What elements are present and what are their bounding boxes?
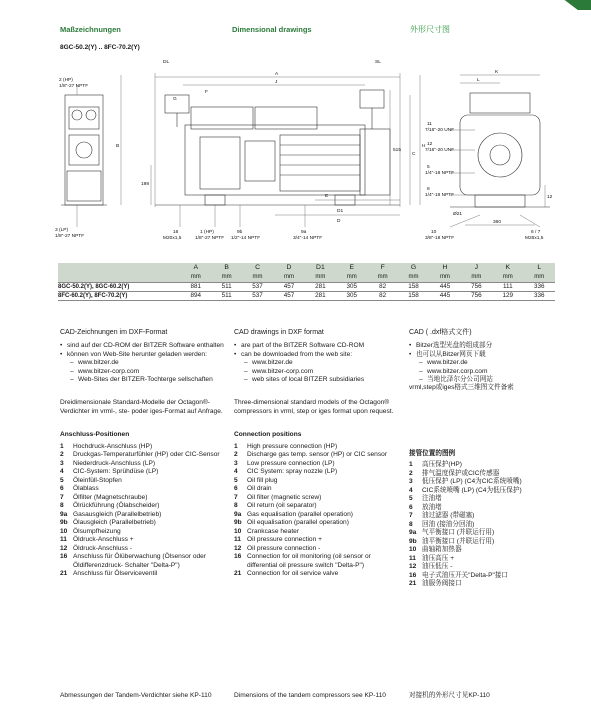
label-67-thread: M26x1,5 [525,236,544,241]
col-d: D [273,263,304,272]
dimension-table [58,263,555,301]
connection-row: 16 电子式油压开关"Delta-P"接口 [409,571,509,579]
unit-cell: mm [429,272,460,282]
col-b: B [211,263,241,272]
connection-row: 21 油服务阀接口 [409,580,462,588]
table-header-row [58,263,555,272]
connection-row: 3 Low pressure connection (LP) [234,459,335,467]
label-5: 5 [427,165,430,170]
cell: 129 [492,291,523,300]
cell: 158 [398,291,429,300]
connection-row: 8 回油 (接油分回油) [409,520,475,528]
connection-row: 1 Hochdruck-Anschluss (HP) [60,442,153,450]
connection-row: 7 Ölfilter (Magnetschraube) [60,493,148,501]
unit-cell: mm [211,272,241,282]
label-sl: SL [375,60,381,65]
link-item[interactable]: – www.bitzer.corp.com [419,367,488,375]
link-item: – web sites of local BITZER subsidiaries [244,376,365,384]
label-b: B [116,144,120,149]
connection-row: 21 Anschluss für Ölserviceventil [60,570,158,578]
connection-row: 11 Öldruck-Anschluss + [60,536,134,544]
cell: 457 [273,291,304,300]
unit-cell: mm [461,272,492,282]
cell: 894 [180,291,211,300]
label-d: D [337,219,341,224]
cell: 511 [211,282,241,291]
connection-title: Connection positions [234,431,302,439]
connection-row: 11 油压高压 + [409,554,455,562]
label-11: 11 [427,122,432,127]
connection-row: 10 曲轴箱加热器 [409,546,462,554]
bullet-item: • are part of the BITZER Software CD-ROM [234,342,365,350]
connection-row: 7 Oil filter (magnetic screw) [234,493,322,501]
corner-tab [547,0,591,10]
model-3d-text: Three-dimensional standard models of the Octagon® compressors in vrml, step or iges format upon request. [234,399,394,415]
label-67: 6 / 7 [531,230,541,235]
col-d1: D1 [305,263,336,272]
cell: 756 [461,282,492,291]
label-e: E [325,194,329,199]
cell: 305 [336,282,367,291]
connection-row: 6 Oil drain [234,485,272,493]
cell: 82 [368,282,398,291]
connection-row: 6 Ölablass [60,485,99,493]
connection-row: 6 放油堵 [409,503,442,511]
link-item: – 当地比泽尔分公司网站 [419,376,493,384]
footer-chinese: 对接机的外形尺寸见KP-110 [409,692,490,699]
row-model: 8FC-60.2(Y), 8FC-70.2(Y) [58,291,180,300]
col-c: C [242,263,273,272]
label-8-thread: 1/4"-18 NPTF [425,193,455,198]
cell: 511 [211,291,241,300]
label-a: A [275,72,279,77]
label-5-thread: 1/4"-18 NPTF [425,171,455,176]
col-g: G [398,263,429,272]
label-8: 8 [427,187,430,192]
unit-cell: mm [273,272,304,282]
label-16: 16 [173,230,179,235]
unit-cell: mm [368,272,398,282]
connection-row: 4 CIC System: spray nozzle (LP) [234,468,338,476]
connection-title: 接管位置的图例 [409,449,456,457]
bullet-item: • 也可以从Bitzer网页下载 [409,350,486,358]
connection-row: 3 低压保护 (LP) (C4为CIC系统喷嘴) [409,478,522,486]
label-lp-thread: 1/8"-27 NPTF [55,234,85,239]
label-9b: 9b [237,230,243,235]
connection-row: 4 CIC-System: Sprühdüse (LP) [60,468,159,476]
unit-cell: mm [305,272,336,282]
connection-row: 5 Oil fill plug [234,476,278,484]
label-hp-thread: 1/8"-27 NPTF [59,84,89,89]
label-d21: Ø21 [453,212,463,217]
link-item[interactable]: – www.bitzer-corp.com [70,367,140,375]
connection-row: 5 Öleinfüll-Stopfen [60,476,122,484]
cell: 336 [524,291,556,300]
label-10-thread: 3/8"-18 NPTF [425,236,455,241]
label-l: L [477,78,480,83]
bullet-item: • can be downloaded from the web site: [234,350,353,358]
connection-row: 10 Crankcase heater [234,527,300,535]
col-j: J [461,263,492,272]
heading-en: Dimensional drawings [232,25,312,34]
connection-row: 3 Niederdruck-Anschluss (LP) [60,459,156,467]
cell: 305 [336,291,367,300]
cad-title: CAD ( .dxf格式文件) [409,329,472,336]
col-k: K [492,263,523,272]
label-9b-thread: 1/2"-14 NPTF [231,236,261,241]
label-d1: D1 [337,209,344,214]
row-model: 8GC-50.2(Y), 8GC-60.2(Y) [58,282,180,291]
cad-title: CAD-Zeichnungen im DXF-Format [60,329,168,336]
cell: 537 [242,282,273,291]
label-lp: 3 (LP) [55,228,69,233]
label-dl: DL [163,60,170,65]
connection-row: 21 Connection for oil service valve [234,570,339,578]
bullet-item: • sind auf der CD-ROM der BITZER Software enthalten [60,342,224,350]
connection-row: 1 高压保护(HP) [409,461,462,469]
cell: 336 [524,282,556,291]
connection-row: 4 CIC系统喷嘴 (LP) (C4为低压保护) [409,486,522,494]
link-item[interactable]: – www.bitzer.de [70,359,119,367]
connection-row: 2 排气温度保护或CIC传感器 [409,469,500,477]
connection-row: 5 注油堵 [409,495,442,503]
label-1hp-thread: 1/8"-27 NPTF [195,236,225,241]
connection-row: 9a 气平衡接口 (并联运行用) [409,529,495,537]
cell: 457 [273,282,304,291]
label-12: 12 [427,142,433,147]
col-a: A [180,263,211,272]
link-item[interactable]: – www.bitzer.de [419,359,468,367]
unit-cell: mm [336,272,367,282]
connection-row: 9b 油平衡接口 (并联运行用) [409,537,495,545]
col-l: L [524,263,556,272]
link-item[interactable]: – www.bitzer.de [244,359,293,367]
column-english [234,329,402,579]
connection-row: 7 油过滤器 (带磁塞) [409,512,475,520]
connection-row: 12 Oil pressure connection - [234,544,321,552]
connection-row: 16 Connection for oil monitoring (oil sensor or differential oil pressure switch "Delta-P") [234,553,371,569]
label-hp: 2 (HP) [59,78,73,83]
label-11-thread: 7/16"-20 UNF [425,128,455,133]
column-chinese [409,329,559,589]
table-row [58,291,555,300]
col-e: E [336,263,367,272]
label-1hp: 1 (HP) [200,230,214,235]
column-german [60,329,225,579]
col-f: F [368,263,398,272]
connection-title: Anschluss-Positionen [60,431,130,439]
label-k: K [495,70,499,75]
cell: 445 [429,282,460,291]
unit-cell: mm [242,272,273,282]
label-c: C [412,152,416,157]
col-h: H [429,263,460,272]
unit-cell: mm [398,272,429,282]
connection-row: 8 Oil return (oil separator) [234,502,317,510]
connection-row: 2 Discharge gas temp. sensor (HP) or CIC sensor [234,451,387,459]
link-item: – Web-Sites der BITZER-Tochterge sellschaften [70,376,213,384]
model-3d-text: Dreidimensionale Standard-Modelle der Octagon®-Verdichter im vrml-, ste- poder iges-Format auf Anfrage. [60,399,223,415]
unit-cell: mm [180,272,211,282]
connection-row: 12 Öldruck-Anschluss - [60,544,132,552]
cell: 111 [492,282,523,291]
connection-row: 9a Gas equalisation (parallel operation) [234,510,353,518]
cell: 756 [461,291,492,300]
heading-cn: 外形尺寸图 [410,25,450,34]
cad-title: CAD drawings in DXF format [234,329,324,336]
label-h: H [422,144,426,149]
cell: 158 [398,282,429,291]
cell: 537 [242,291,273,300]
heading-de: Maßzeichnungen [60,25,121,34]
connection-row: 9b Ölausgleich (Parallelbetrieb) [60,519,156,527]
connection-row: 2 Druckgas-Temperaturfühler (HP) oder CIC-Sensor [60,451,220,459]
label-515: 515 [393,148,402,153]
label-9a: 9a [301,230,307,235]
cell: 881 [180,282,211,291]
cell: 445 [429,291,460,300]
link-item[interactable]: – www.bitzer-corp.com [244,367,314,375]
unit-cell: mm [524,272,556,282]
label-12-thread: 7/16"-20 UNF [425,148,455,153]
unit-cell: mm [492,272,523,282]
label-f: F [205,90,208,95]
label-12v: 12 [547,195,553,200]
bullet-item: • Bitzer选型光盘的组成部分 [409,342,493,350]
connection-row: 11 Oil pressure connection + [234,536,322,544]
connection-row: 9a Gasausgleich (Parallelbetrieb) [60,510,162,518]
connection-row: 16 Anschluss für Ölüberwachung (Ölsensor oder Öldifferenzdruck- Schalter "Delta-P") [60,553,207,569]
connection-row: 12 油压低压 - [409,563,453,571]
cell: 281 [305,291,336,300]
footer-english: Dimensions of the tandem compressors see KP-110 [234,692,386,699]
connection-row: 9b Oil equalisation (parallel operation) [234,519,349,527]
label-16-thread: M20x1,5 [163,236,182,241]
label-360: 360 [493,220,502,225]
cell: 82 [368,291,398,300]
model-3d-text: vrml,step或iges格式三维图文件备索 [409,384,514,392]
connection-row: 1 High pressure connection (HP) [234,442,338,450]
table-row [58,282,555,291]
label-10: 10 [431,230,437,235]
dimensional-drawing [55,55,555,253]
label-198: 198 [141,182,150,187]
label-9a-thread: 3/4"-14 NPTF [293,236,323,241]
connection-row: 8 Ölrückführung (Ölabscheider) [60,502,160,510]
model-range: 8GC-50.2(Y) .. 8FC-70.2(Y) [60,44,140,51]
label-g: G [173,97,177,102]
bullet-item: • können von Web-Site herunter geladen werden: [60,350,207,358]
label-j: J [275,80,278,85]
footer-german: Abmessungen der Tandem-Verdichter siehe KP-110 [60,692,212,699]
table-unit-row [58,272,555,282]
cell: 281 [305,282,336,291]
connection-row: 10 Ölsumpfheizung [60,527,121,535]
